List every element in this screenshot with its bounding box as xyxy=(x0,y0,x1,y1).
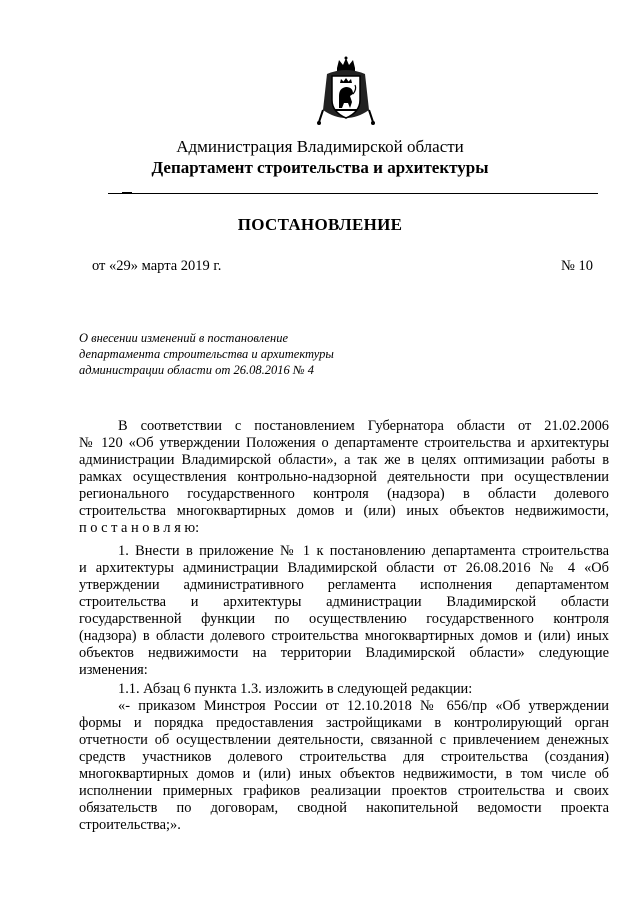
body-line: 1.1. Абзац 6 пункта 1.3. изложить в следующей редакции: xyxy=(118,681,473,697)
body-line: изменения: xyxy=(79,662,148,678)
document-date: от «29» марта 2019 г. xyxy=(92,258,222,274)
body-line: отчетности об осуществлении деятельности, связанной с привлечением денежных xyxy=(79,732,609,748)
body-line: № 120 «Об утверждении Положения о департаменте строительства и архитектуры xyxy=(79,435,609,451)
body-line: регионального государственного контроля (надзора) в области долевого xyxy=(79,486,609,502)
subject-line: О внесении изменений в постановление xyxy=(79,331,289,345)
body-line: утверждении административного регламента исполнения департаментом xyxy=(79,577,609,593)
body-line: «- приказом Минстроя России от 12.10.2018 № 656/пр «Об утверждении xyxy=(118,698,609,714)
organization-name: Администрация Владимирской области xyxy=(176,137,464,156)
document-number: № 10 xyxy=(561,258,593,274)
body-line: строительства;». xyxy=(79,817,181,833)
department-name: Департамент строительства и архитектуры xyxy=(151,158,489,177)
subject-line: департамента строительства и архитектуры xyxy=(79,347,334,361)
body-line: В соответствии с постановлением Губернатора области от 21.02.2006 xyxy=(118,418,609,434)
body-line: государственной функции по осуществлению государственного контроля xyxy=(79,611,609,627)
body-line: формы и порядка предоставления застройщиками в контролирующий орган xyxy=(79,715,609,731)
body-line: п о с т а н о в л я ю: xyxy=(79,520,200,536)
body-line: строительства и архитектуры администрации Владимирской области xyxy=(79,594,609,610)
subject-line: администрации области от 26.08.2016 № 4 xyxy=(79,363,315,377)
body-line: объектов недвижимости на территории Владимирской области» следующие xyxy=(79,645,609,661)
body-line: исполнении примерных графиков реализации проектов строительства и своих xyxy=(79,783,609,799)
body-line: администрации Владимирской области», а так же в целях оптимизации работы в xyxy=(79,452,609,468)
header-divider xyxy=(108,193,598,194)
body-line: строительства многоквартирных домов и (или) иных объектов недвижимости, xyxy=(79,503,609,519)
body-line: обязательств по договорам, сводной накопительной ведомости проекта xyxy=(79,800,609,816)
body-line: рамках осуществления контрольно-надзорной деятельности при осуществлении xyxy=(79,469,609,485)
body-line: 1. Внести в приложение № 1 к постановлению департамента строительства xyxy=(118,543,609,559)
body-line: (надзора) в области долевого строительства многоквартирных домов и (или) иных xyxy=(79,628,609,644)
body-line: средств участников долевого строительства для строительства (создания) xyxy=(79,749,609,765)
document-title: ПОСТАНОВЛЕНИЕ xyxy=(237,215,403,234)
coat-of-arms-emblem xyxy=(315,56,377,130)
body-line: и архитектуры администрации Владимирской области от 26.08.2016 № 4 «Об xyxy=(79,560,609,576)
body-line: многоквартирных домов и (или) иных объектов недвижимости, в том числе об xyxy=(79,766,609,782)
header-divider-mark xyxy=(122,192,132,193)
